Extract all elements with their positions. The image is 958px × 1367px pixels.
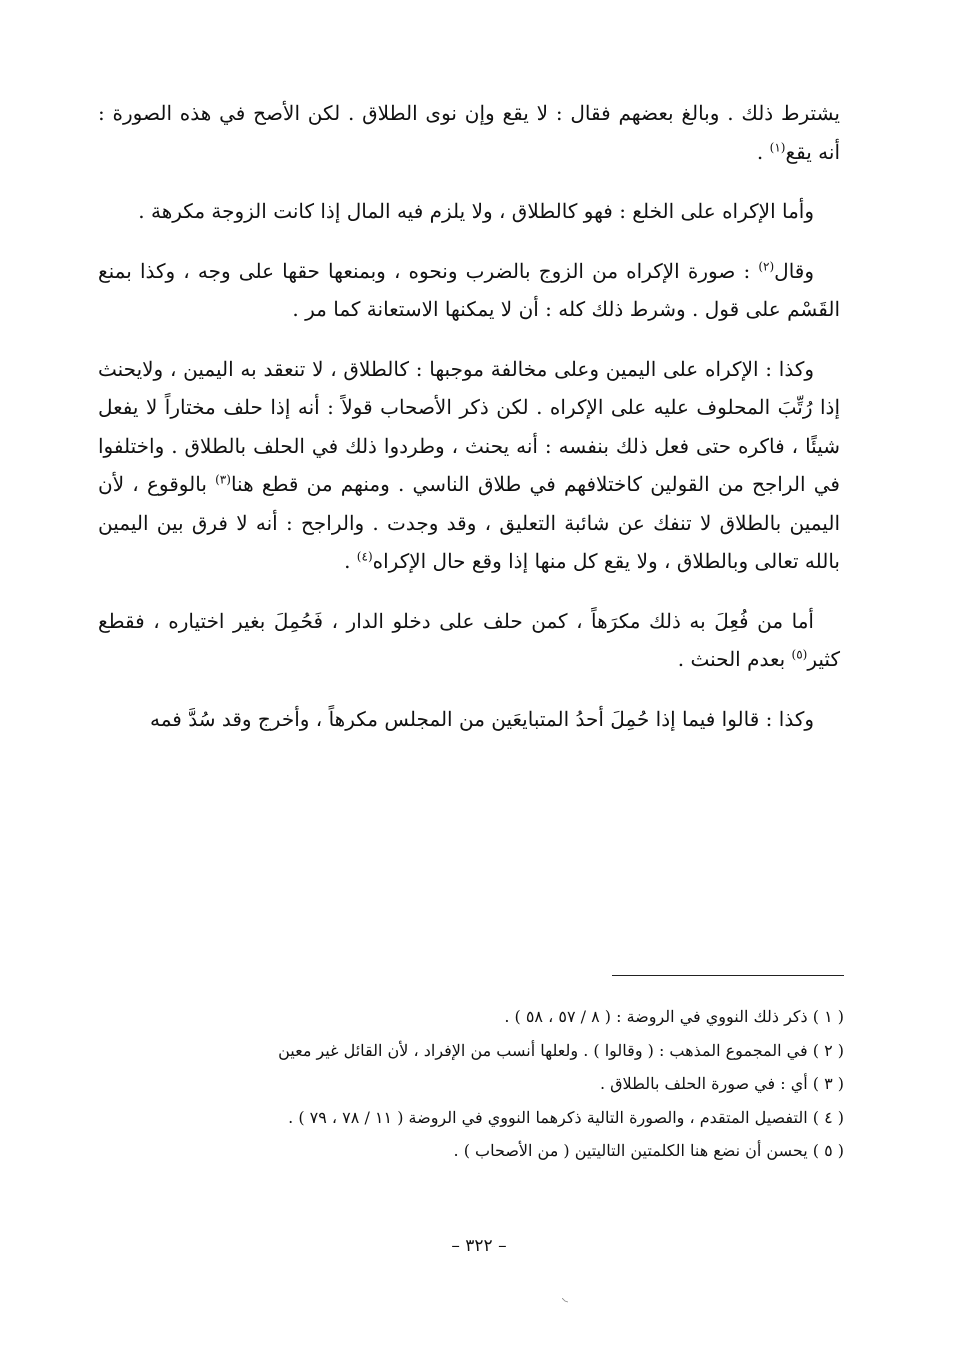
paragraph-6: وكذا : قالوا فيما إذا حُمِلَ أحدُ المتبايعَين من المجلس مكرهاً ، وأخرج وقد سُدَّ فمه <box>150 706 814 731</box>
footnote-ref-1: (١) <box>769 139 786 154</box>
paragraph-4-text: وكذا : الإكراه على اليمين وعلى مخالفة موجبها : كالطلاق ، لا تنعقد به اليمين ، ولايحنث إذا رُتِّبَ المحلوف عليه على الإكراه . لكن ذكر الأصحاب قولاً : أنه إذا حلف مختاراً لا يفعل شيئًا ، فاكره حتى فعل ذلك بنفسه : أنه يحنث ، وطردوا ذلك في الحلف بالطلاق . واختلفوا في الراجح من القولين كاختلافهم في طلاق الناسي . ومنهم من قطع هنا <box>98 356 840 496</box>
paragraph-1 <box>98 94 840 171</box>
scan-speck <box>562 1298 568 1303</box>
paragraph-1-text: يشترط ذلك . وبالغ بعضهم فقال : لا يقع وإن نوى الطلاق . لكن الأصح في هذه الصورة : أنه يقع <box>98 101 840 164</box>
page-number: – ٣٢٢ – <box>451 1236 507 1256</box>
paragraph-1-end: . <box>756 139 764 164</box>
footnote-separator <box>612 975 844 976</box>
paragraph-3 <box>98 252 840 329</box>
paragraph-3-text: : صورة الإكراه من الزوج بالضرب ونحوه ، وبمنعها حقها على وجه ، وكذا بمنع القَسْم على قول . وشرط ذلك كله : أن لا يمكنها الاستعانة كما مر . <box>98 258 840 321</box>
paragraph-4 <box>98 350 840 581</box>
footnote-ref-3: (٣) <box>215 472 231 487</box>
footnote-ref-2: (٢) <box>758 258 775 273</box>
footnote-3: ( ٣ ) أي : في صورة الحلف بالطلاق . <box>599 1074 844 1093</box>
paragraph-4-end: . <box>344 549 351 573</box>
paragraph-5-end: بعدم الحنث . <box>677 647 786 671</box>
footnote-5: ( ٥ ) يحسن أن نضع هنا الكلمتين التاليتين ( من الأصحاب ) . <box>453 1141 844 1160</box>
main-text <box>98 94 840 759</box>
paragraph-5-text: أما من فُعِلَ به ذلك مكرَهاً ، كمن حلف على دخلو الدار ، فَحُمِلَ بغير اختياره ، فقطع كثير <box>98 608 840 671</box>
footnotes <box>110 1000 844 1168</box>
footnote-1: ( ١ ) ذكر ذلك النووي في الروضة : ( ٨ / ٥٧ ، ٥٨ ) . <box>504 1007 844 1026</box>
footnote-ref-5: (٥) <box>791 647 808 662</box>
footnote-2: ( ٢ ) في المجموع المذهب : ( وقالوا ) . ولعلها أنسب من الإفراد ، لأن القائل غير معين <box>278 1040 844 1060</box>
paragraph-2: وأما الإكراه على الخلع : فهو كالطلاق ، ولا يلزم فيه المال إذا كانت الزوجة مكرهة . <box>138 199 814 223</box>
paragraph-5 <box>98 602 840 679</box>
paragraph-3-lead: وقال <box>774 258 815 283</box>
footnote-4: ( ٤ ) التفصيل المتقدم ، والصورة التالية ذكرهما النووي في الروضة ( ١١ / ٧٨ ، ٧٩ ) . <box>288 1107 844 1127</box>
footnote-ref-4: (٤) <box>356 549 373 564</box>
paragraph-4-mid: بالوقوع ، لأن اليمين بالطلاق لا تنفك عن شائبة التعليق ، وقد وجدت . والراجح : أنه لا فرق بين اليمين بالله تعالى وبالطلاق ، ولا يقع كل منها إذا وقع حال الإكراه <box>98 472 840 573</box>
